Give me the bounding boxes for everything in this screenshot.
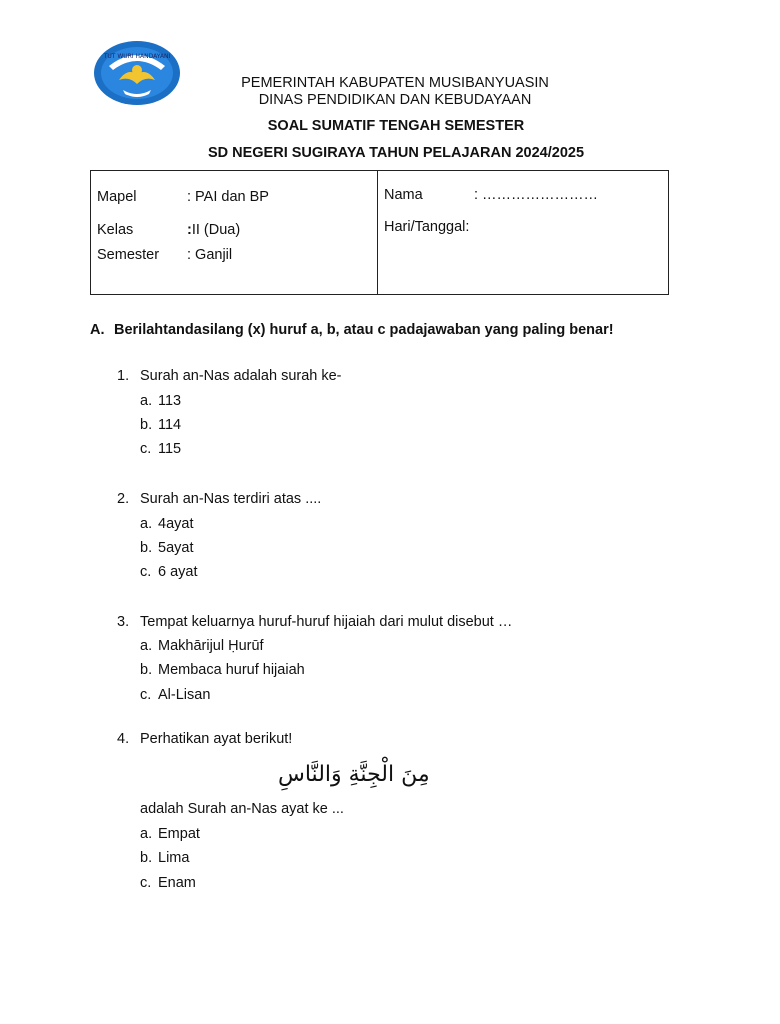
tut-wuri-handayani-logo	[93, 40, 181, 106]
q1-option-b[interactable]	[140, 417, 181, 433]
q2-option-b[interactable]	[140, 540, 193, 556]
question-3	[117, 614, 512, 630]
q3-option-b[interactable]	[140, 662, 305, 678]
instruction-text: Berilahtandasilang (x) huruf a, b, atau c padajawaban yang paling benar!	[114, 322, 614, 338]
hari-tanggal-label: Hari/Tanggal:	[384, 219, 470, 235]
question-text: Perhatikan ayat berikut!	[140, 731, 293, 747]
kelas-value-text: II (Dua)	[191, 222, 241, 238]
section-instruction	[90, 321, 680, 339]
option-text: Empat	[158, 826, 200, 842]
option-text: Enam	[158, 875, 196, 891]
kelas-value	[187, 222, 240, 238]
option-letter: b.	[140, 662, 153, 678]
header-government: PEMERINTAH KABUPATEN MUSIBANYUASIN	[241, 75, 549, 91]
q3-option-c[interactable]	[140, 687, 210, 703]
section-letter: A.	[90, 322, 105, 338]
option-letter: c.	[140, 564, 152, 580]
option-text: 5ayat	[158, 540, 194, 556]
option-text: Membaca huruf hijaiah	[158, 662, 305, 678]
nama-field[interactable]: : ……………………	[474, 187, 599, 203]
option-letter: a.	[140, 516, 153, 532]
kelas-colon: :	[187, 222, 192, 238]
question-text: Surah an-Nas terdiri atas ....	[140, 491, 322, 507]
q4-option-a[interactable]	[140, 826, 200, 842]
info-box-divider	[377, 171, 378, 294]
question-1	[117, 368, 342, 384]
option-letter: c.	[140, 441, 152, 457]
option-text: Al-Lisan	[158, 687, 211, 703]
logo-text: TUT WURI HANDAYANI	[103, 53, 171, 60]
nama-label: Nama	[384, 187, 423, 203]
kelas-label: Kelas	[97, 222, 134, 238]
option-text: Lima	[158, 850, 190, 866]
semester-value: : Ganjil	[187, 247, 233, 263]
question-number: 3.	[117, 614, 130, 630]
option-text: 115	[158, 441, 182, 457]
question-number: 2.	[117, 491, 130, 507]
arabic-verse-text: مِنَ الْجِنَّةِ وَالنَّاسِ	[278, 762, 430, 787]
mapel-label: Mapel	[97, 189, 137, 205]
arabic-verse	[140, 755, 430, 791]
school-title: SD NEGERI SUGIRAYA TAHUN PELAJARAN 2024/2025	[207, 145, 585, 161]
option-letter: a.	[140, 393, 153, 409]
option-letter: b.	[140, 850, 153, 866]
question-2	[117, 491, 321, 507]
option-letter: b.	[140, 540, 153, 556]
option-text: 114	[158, 417, 182, 433]
q1-option-a[interactable]	[140, 393, 181, 409]
q4-option-c[interactable]	[140, 875, 196, 891]
option-text: 6 ayat	[158, 564, 198, 580]
q3-option-a[interactable]	[140, 638, 264, 654]
mapel-value: : PAI dan BP	[187, 189, 269, 205]
option-letter: c.	[140, 875, 152, 891]
q1-option-c[interactable]	[140, 441, 181, 457]
option-text: 4ayat	[158, 516, 194, 532]
option-letter: c.	[140, 687, 152, 703]
header-department: DINAS PENDIDIKAN DAN KEBUDAYAAN	[258, 92, 532, 108]
option-text: Makhārijul Ḥurūf	[158, 638, 264, 654]
option-letter: b.	[140, 417, 153, 433]
question-number: 1.	[117, 368, 130, 384]
q2-option-c[interactable]	[140, 564, 198, 580]
q2-option-a[interactable]	[140, 516, 193, 532]
exam-title: SOAL SUMATIF TENGAH SEMESTER	[267, 118, 525, 134]
option-text: 113	[158, 393, 182, 409]
student-info-box	[90, 170, 669, 295]
question-4-followup: adalah Surah an-Nas ayat ke ...	[140, 801, 344, 817]
question-text: Surah an-Nas adalah surah ke-	[140, 368, 342, 384]
option-letter: a.	[140, 826, 153, 842]
question-number: 4.	[117, 731, 130, 747]
q4-option-b[interactable]	[140, 850, 189, 866]
option-letter: a.	[140, 638, 153, 654]
semester-label: Semester	[97, 247, 160, 263]
question-text: Tempat keluarnya huruf-huruf hijaiah dari mulut disebut …	[140, 614, 513, 630]
question-4	[117, 731, 292, 747]
